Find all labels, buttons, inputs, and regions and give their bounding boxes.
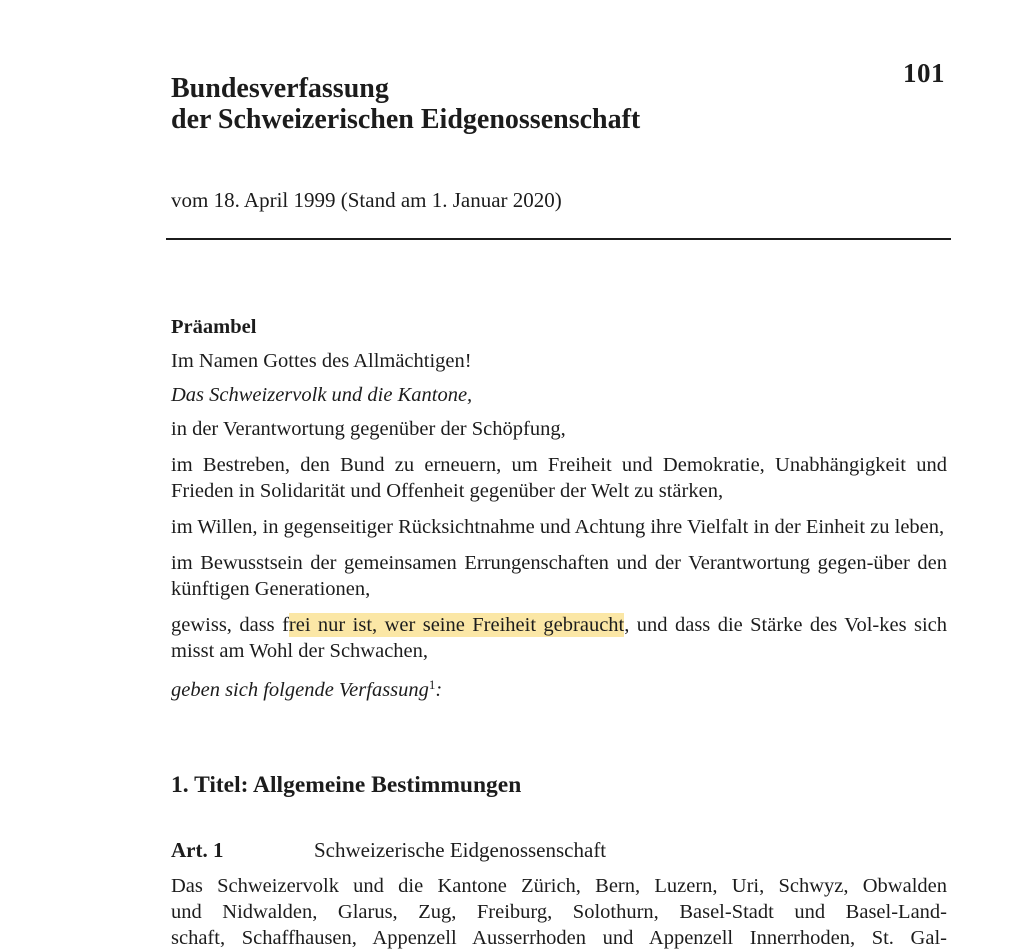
preamble-heading: Präambel: [171, 316, 257, 338]
title-line-2: der Schweizerischen Eidgenossenschaft: [171, 104, 641, 135]
preamble-closing: [171, 672, 947, 703]
footnote-reference[interactable]: 1: [428, 677, 436, 692]
title-line-1: Bundesverfassung: [171, 73, 389, 104]
preamble: [171, 314, 947, 713]
preamble-paragraph-2: im Bestreben, den Bund zu erneuern, um Freiheit und Demokratie, Unabhängigkeit und Frieden in Solidarität und Offenheit gegenüber der Welt zu stärken,: [171, 454, 947, 502]
title-divider: [166, 238, 951, 240]
article-line-3: schaft, Schaffhausen, Appenzell Ausserrhoden und Appenzell Innerrhoden, St. Gal-: [171, 927, 947, 949]
article-line-1: Das Schweizervolk und die Kantone Zürich, Bern, Luzern, Uri, Schwyz, Obwalden: [171, 875, 947, 897]
document-title: [171, 73, 640, 135]
closing-text: geben sich folgende Verfassung: [171, 679, 429, 701]
article-body: [171, 873, 947, 951]
preamble-paragraph-4: im Bewusstsein der gemeinsamen Errungenschaften und der Verantwortung gegen-über den künftigen Generationen,: [171, 552, 947, 600]
preamble-paragraph-3: im Willen, in gegenseitiger Rücksichtnahme und Achtung ihre Vielfalt in der Einheit zu leben,: [171, 516, 945, 538]
article-heading: [171, 838, 606, 863]
document-date: vom 18. April 1999 (Stand am 1. Januar 2020): [171, 188, 562, 212]
article-title: Schweizerische Eidgenossenschaft: [314, 838, 607, 862]
article-number: Art. 1: [171, 838, 224, 862]
closing-punctuation: :: [435, 679, 443, 701]
document-number: 101: [903, 58, 945, 88]
preamble-invocation: Im Namen Gottes des Allmächtigen!: [171, 350, 472, 372]
paragraph-5-start: gewiss, dass f: [171, 614, 289, 636]
preamble-subject: Das Schweizervolk und die Kantone,: [171, 384, 473, 406]
paragraph-5-end: , und dass die Stärke des Vol-kes sich misst am Wohl der Schwachen,: [171, 614, 948, 662]
preamble-paragraph-1: in der Verantwortung gegenüber der Schöpfung,: [171, 418, 566, 440]
section-title: 1. Titel: Allgemeine Bestimmungen: [171, 772, 522, 798]
highlighted-text[interactable]: rei nur ist, wer seine Freiheit gebraucht: [288, 614, 625, 636]
preamble-paragraph-5: [171, 612, 947, 664]
article-line-2: und Nidwalden, Glarus, Zug, Freiburg, Solothurn, Basel-Stadt und Basel-Land-: [171, 901, 947, 923]
